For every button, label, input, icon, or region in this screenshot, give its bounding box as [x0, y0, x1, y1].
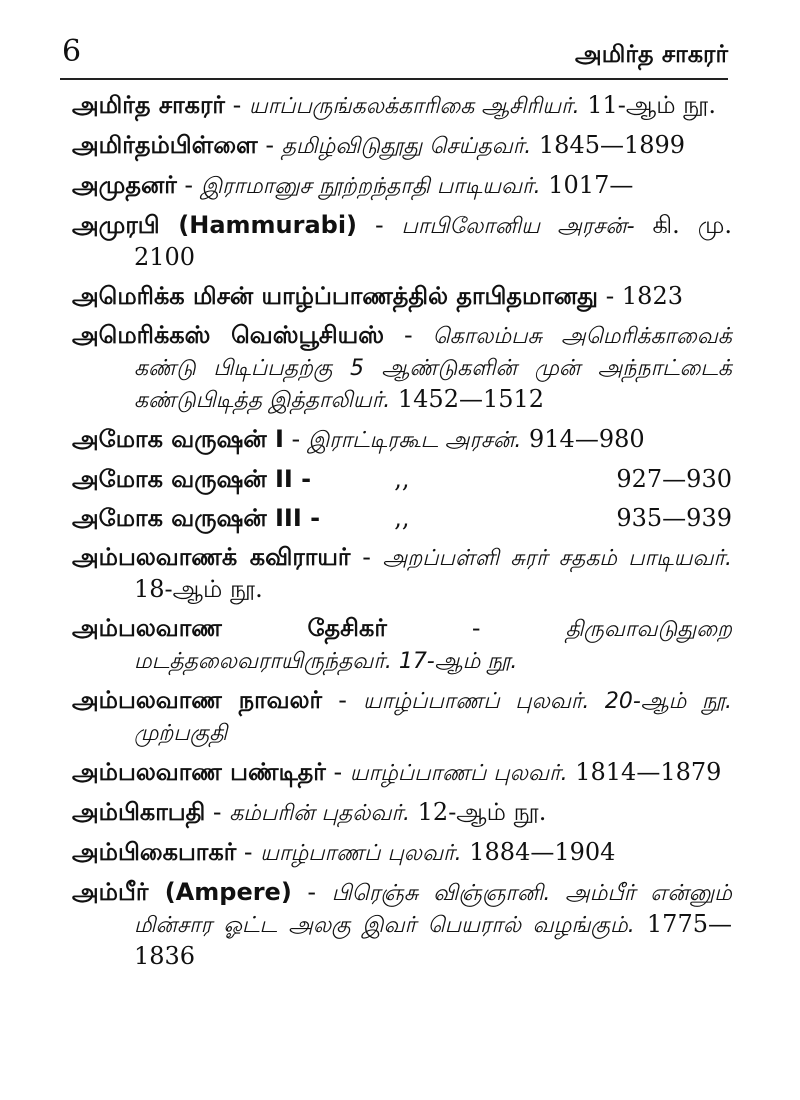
entry-separator: - — [224, 91, 249, 119]
entry-separator: - — [597, 282, 622, 310]
entry-description: பிரெஞ்சு விஞ்ஞானி. அம்பீர் என்னும் மின்சார ஓட்ட அலகு இவர் பெயரால் வழங்கும். — [134, 881, 733, 938]
entry-date: 11-ஆம் நூ. — [579, 91, 716, 119]
entry-ambalavana-navalar — [72, 685, 732, 749]
entry-separator: - — [257, 131, 282, 159]
entry-amuthanar — [72, 170, 732, 202]
entry-headword: அமோக வருஷன் I — [72, 425, 284, 453]
entries-list — [72, 90, 732, 980]
entry-headword: அம்பலவாண தேசிகர் — [72, 614, 387, 642]
entry-ambikaipagar — [72, 837, 732, 869]
entry-separator: - — [350, 543, 383, 571]
entry-separator: - — [176, 171, 201, 199]
entry-separator: - — [325, 758, 350, 786]
entry-description: திருவாவடுதுறை மடத்தலைவராயிருந்தவர். 17-ஆம் நூ. — [134, 617, 733, 674]
entry-amirtha-sagarar — [72, 90, 732, 122]
entry-description: இராமானுச நூற்றந்தாதி பாடியவர். — [200, 174, 541, 199]
entry-description: கம்பரின் புதல்வர். — [229, 801, 411, 826]
ditto-mark: ,, — [394, 504, 410, 532]
entry-headword: அம்பலவாண பண்டிதர் — [72, 758, 326, 786]
entry-date: 1452—1512 — [390, 385, 545, 413]
entry-headword: அமுதனர் — [72, 171, 177, 199]
entry-headword: அமெரிக்கஸ் வெஸ்பூசியஸ் — [72, 321, 384, 349]
entry-american-mission — [72, 281, 732, 312]
entry-headword: அமிர்தம்பிள்ளை — [72, 131, 258, 159]
entry-ambalavana-panditar — [72, 757, 732, 789]
ditto-mark: ,, — [394, 465, 410, 493]
entry-separator: - — [291, 878, 332, 906]
entry-headword: அம்பலவாண நாவலர் — [72, 686, 323, 714]
entry-headword: அம்பிகாபதி — [72, 798, 206, 826]
entry-description: யாழ்ப்பாணப் புலவர். — [349, 761, 568, 786]
entry-date: 12-ஆம் நூ. — [410, 798, 547, 826]
entry-amerigo-vespucci — [72, 320, 732, 416]
entry-date: 1823 — [621, 282, 683, 310]
entry-description: அறப்பள்ளி சுரர் சதகம் பாடியவர். — [382, 546, 732, 571]
page-number: 6 — [62, 34, 82, 69]
entry-hammurabi — [72, 210, 732, 273]
entry-amoghavarsha-1 — [72, 424, 732, 456]
entry-headword: அமுரபி (Hammurabi) — [72, 211, 358, 239]
entry-headword: அமோக வருஷன் III - — [72, 504, 321, 532]
entry-amoghavarsha-2 — [72, 464, 732, 495]
entry-headword: அமெரிக்க மிசன் யாழ்ப்பாணத்தில் தாபிதமானது — [72, 282, 598, 310]
entry-amoghavarsha-3 — [72, 503, 732, 534]
entry-description: கொலம்பசு அமெரிக்காவைக் கண்டு பிடிப்பதற்கு 5 ஆண்டுகளின் முன் அந்நாட்டைக் கண்டுபிடித்த இத்தாலியர். — [134, 324, 732, 413]
entry-date: 1017— — [540, 171, 634, 199]
entry-description: யாப்பருங்கலக்காரிகை ஆசிரியர். — [248, 94, 580, 119]
entry-separator: - — [236, 838, 261, 866]
entry-date: 1775—1836 — [134, 910, 732, 970]
entry-headword: அம்பிகைபாகர் — [72, 838, 237, 866]
entry-separator: - — [205, 798, 230, 826]
entry-description: பாபிலோனிய அரசன்- — [401, 214, 635, 239]
page-header — [60, 28, 728, 80]
entry-description: யாழ்ப்பாணப் புலவர். 20-ஆம் நூ. முற்பகுதி — [134, 689, 732, 746]
entry-description: தமிழ்விடுதூது செய்தவர். — [281, 134, 532, 159]
entry-separator: - — [283, 425, 308, 453]
entry-date: 1814—1879 — [567, 758, 722, 786]
entry-date: 1845—1899 — [531, 131, 686, 159]
entry-date: 1884—1904 — [461, 838, 616, 866]
entry-date: 927—930 — [616, 465, 732, 493]
entry-headword: அம்பலவாணக் கவிராயர் — [72, 543, 351, 571]
running-title: அமிர்த சாகரர் — [575, 40, 728, 68]
entry-separator: - — [322, 686, 364, 714]
entry-date: 18-ஆம் நூ. — [134, 575, 263, 603]
entry-ambalavana-desikar — [72, 613, 732, 677]
entry-date: 935—939 — [616, 504, 732, 532]
entry-date: கி. மு. 2100 — [134, 211, 733, 271]
entry-headword: அமோக வருஷன் II - — [72, 465, 312, 493]
entry-description: யாழ்பாணப் புலவர். — [260, 841, 462, 866]
entry-ambalavana-kavirayar — [72, 542, 732, 605]
entry-description: இராட்டிரகூட அரசன். — [307, 428, 522, 453]
entry-ampere — [72, 877, 732, 972]
entry-amirthampillai — [72, 130, 732, 162]
entry-separator: - — [386, 614, 566, 642]
entry-headword: அமிர்த சாகரர் — [72, 91, 225, 119]
entry-separator: - — [384, 321, 433, 349]
entry-date: 914—980 — [521, 425, 645, 453]
entry-headword: அம்பீர் (Ampere) — [72, 878, 292, 906]
entry-ambikapathi — [72, 797, 732, 829]
entry-separator: - — [357, 211, 402, 239]
